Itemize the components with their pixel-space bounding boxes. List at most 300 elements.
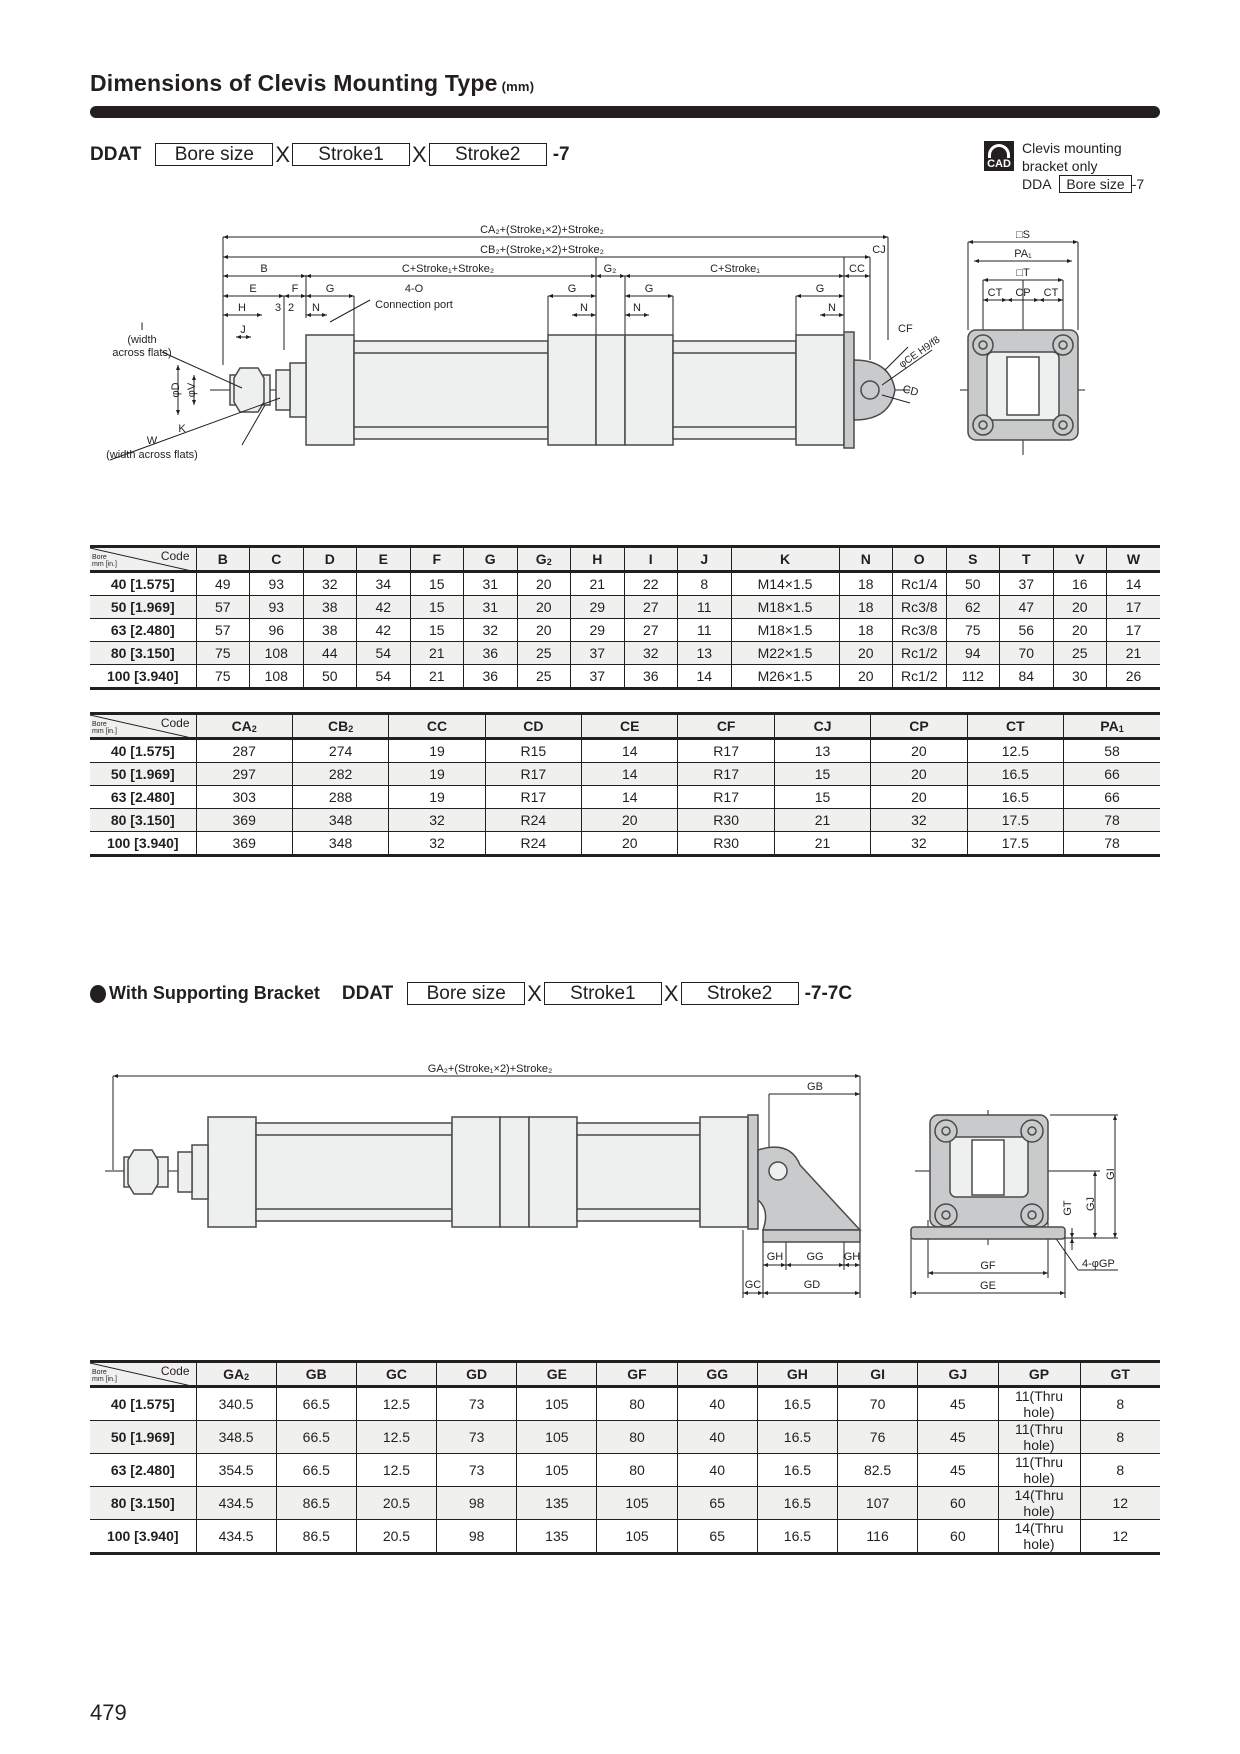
dimension-table-3 — [90, 1360, 1160, 1555]
table-cell: 116 — [838, 1520, 918, 1554]
table-cell: M14×1.5 — [731, 572, 839, 596]
col-header: B — [196, 547, 250, 572]
table-cell: Rc1/2 — [893, 665, 947, 689]
dim-gi: GI — [1105, 1168, 1117, 1180]
table-cell: 15 — [410, 619, 464, 642]
table-cell: 8 — [678, 572, 732, 596]
table-cell: 14 — [582, 739, 678, 763]
supporting-bracket-heading — [90, 982, 852, 1005]
table-cell: 108 — [250, 665, 304, 689]
col-header: GI — [838, 1362, 918, 1387]
table-cell: 32 — [871, 832, 967, 856]
bore-size-field: Bore size — [155, 143, 273, 166]
bore-size-cell: 50 [1.969] — [110, 1429, 175, 1445]
table-cell: 73 — [437, 1454, 517, 1487]
table-cell: 65 — [677, 1487, 757, 1520]
dim-gf: GF — [980, 1260, 996, 1272]
table-cell: 20 — [839, 642, 893, 665]
table-cell: 93 — [250, 572, 304, 596]
stroke1-field: Stroke1 — [544, 982, 662, 1005]
dim-i-note2: across flats) — [112, 347, 172, 359]
dim-phi-v: φV — [186, 382, 198, 398]
table-header-row — [90, 547, 1160, 572]
table-cell: 29 — [571, 619, 625, 642]
corner-code: Code — [160, 1364, 190, 1378]
table-cell: 93 — [250, 596, 304, 619]
table-cell: 66 — [1064, 763, 1160, 786]
table-cell: 12.5 — [967, 739, 1063, 763]
table-cell: 42 — [357, 596, 411, 619]
table-cell: 42 — [357, 619, 411, 642]
table-cell: 78 — [1064, 832, 1160, 856]
table-cell: 17 — [1107, 596, 1161, 619]
table-row — [90, 1520, 1160, 1554]
col-header: K — [731, 547, 839, 572]
dim-ca: CA₂+(Stroke₁×2)+Stroke₂ — [480, 224, 604, 236]
table-cell: 76 — [838, 1421, 918, 1454]
dim-w: W — [146, 435, 158, 447]
table-cell: M26×1.5 — [731, 665, 839, 689]
table-cell: 11 — [678, 619, 732, 642]
table-cell: 36 — [464, 642, 518, 665]
table-cell: 80 — [597, 1387, 677, 1421]
table-cell: 14 — [582, 786, 678, 809]
page-title-text: Dimensions of Clevis Mounting Type — [90, 70, 498, 96]
dim-square-s: □S — [1016, 229, 1030, 241]
cad-note — [1022, 139, 1144, 193]
table-cell: 16.5 — [757, 1421, 837, 1454]
bore-size-field: Bore size — [407, 982, 525, 1005]
dim-phi-ce: φCE H9/f8 — [897, 334, 943, 371]
table-row — [90, 739, 1160, 763]
connection-port-label: Connection port — [375, 299, 453, 311]
table-cell: R24 — [485, 809, 581, 832]
table-cell: 16.5 — [967, 786, 1063, 809]
dim-n: N — [828, 302, 836, 314]
bore-size-cell: 50 [1.969] — [110, 766, 175, 782]
table-cell: 80 — [597, 1421, 677, 1454]
table-row — [90, 1454, 1160, 1487]
col-header: CD — [485, 714, 581, 739]
cad-suffix: -7 — [1131, 176, 1145, 192]
table-cell: R15 — [485, 739, 581, 763]
table-cell: 37 — [571, 642, 625, 665]
table-cell: 21 — [410, 642, 464, 665]
table-cell: 45 — [918, 1421, 998, 1454]
cad-icon — [984, 141, 1014, 171]
table-cell: M18×1.5 — [731, 596, 839, 619]
table-cell: 66 — [1064, 786, 1160, 809]
table-cell: 105 — [597, 1487, 677, 1520]
times-sign: X — [527, 981, 542, 1006]
clevis-cylinder-drawing — [90, 220, 1170, 480]
dimension-table-1 — [90, 545, 1160, 690]
table-cell: 108 — [250, 642, 304, 665]
table-cell: 13 — [678, 642, 732, 665]
dim-e: E — [249, 283, 257, 295]
dim-g: G — [567, 283, 577, 295]
cad-bore-field: Bore size — [1059, 175, 1131, 193]
cad-note-model — [1022, 175, 1144, 193]
table-cell: 8 — [1080, 1454, 1160, 1487]
series-code: DDAT — [341, 982, 394, 1004]
table-row — [90, 665, 1160, 689]
table-cell: 20.5 — [356, 1520, 436, 1554]
table-cell: 16.5 — [757, 1520, 837, 1554]
table-cell: 60 — [918, 1520, 998, 1554]
table-row — [90, 809, 1160, 832]
corner-cell — [90, 1362, 196, 1387]
table-cell: Rc1/4 — [893, 572, 947, 596]
cad-note-line2: bracket only — [1022, 158, 1098, 174]
table-cell: 20 — [871, 739, 967, 763]
table-cell: 105 — [517, 1421, 597, 1454]
dim-gj: GJ — [1085, 1196, 1097, 1212]
table-cell: 288 — [292, 786, 388, 809]
table-cell: 58 — [1064, 739, 1160, 763]
table-cell: 19 — [389, 786, 485, 809]
table-cell: 40 — [677, 1421, 757, 1454]
table-cell: 21 — [774, 809, 870, 832]
table2-body — [90, 739, 1160, 856]
table-cell: 25 — [517, 665, 571, 689]
table-cell: 75 — [196, 665, 250, 689]
table-cell: 40 — [677, 1387, 757, 1421]
col-header: G — [464, 547, 518, 572]
dim-3: 3 — [274, 302, 282, 314]
table-cell: 17.5 — [967, 832, 1063, 856]
table-cell: 27 — [624, 619, 678, 642]
dim-pa1: PA₁ — [1014, 248, 1032, 260]
col-header: E — [357, 547, 411, 572]
table-cell: 11(Thru hole) — [998, 1454, 1080, 1487]
table-cell: 11(Thru hole) — [998, 1387, 1080, 1421]
table-cell: 98 — [437, 1520, 517, 1554]
table-cell: 19 — [389, 739, 485, 763]
col-header: $G_2$ — [517, 547, 571, 572]
table-cell: 32 — [624, 642, 678, 665]
table-cell: 65 — [677, 1520, 757, 1554]
bore-size-cell: 63 [2.480] — [110, 1462, 175, 1478]
table-cell: 348 — [292, 809, 388, 832]
table-cell: 84 — [1000, 665, 1054, 689]
table-cell: 17.5 — [967, 809, 1063, 832]
dim-ct: CT — [987, 287, 1003, 299]
col-header: N — [839, 547, 893, 572]
dimension-table-2 — [90, 712, 1160, 857]
dim-cf: CF — [898, 323, 913, 335]
table-cell: 73 — [437, 1387, 517, 1421]
table-cell: 12 — [1080, 1520, 1160, 1554]
table-cell: 348 — [292, 832, 388, 856]
table-cell: 12.5 — [356, 1421, 436, 1454]
table-cell: 45 — [918, 1387, 998, 1421]
table-cell: 86.5 — [276, 1487, 356, 1520]
dim-h: H — [238, 302, 246, 314]
table-cell: R24 — [485, 832, 581, 856]
table-cell: 32 — [871, 809, 967, 832]
table-cell: 40 — [677, 1454, 757, 1487]
corner-bore: Bore mm [in.] — [92, 721, 117, 735]
col-header: F — [410, 547, 464, 572]
table-cell: 14(Thru hole) — [998, 1487, 1080, 1520]
table-cell: 60 — [918, 1487, 998, 1520]
dim-g: G — [815, 283, 825, 295]
table-cell: 11(Thru hole) — [998, 1421, 1080, 1454]
times-sign: X — [663, 981, 679, 1006]
table-cell: 135 — [517, 1520, 597, 1554]
cad-series: DDA — [1022, 176, 1052, 192]
col-header: GT — [1080, 1362, 1160, 1387]
table-row — [90, 572, 1160, 596]
table-cell: 45 — [918, 1454, 998, 1487]
table-cell: 20 — [839, 665, 893, 689]
table-cell: 354.5 — [196, 1454, 276, 1487]
col-header: O — [893, 547, 947, 572]
dim-ct: CT — [1043, 287, 1059, 299]
table-cell: 105 — [517, 1387, 597, 1421]
bore-size-cell: 50 [1.969] — [110, 599, 175, 615]
table-cell: 11 — [678, 596, 732, 619]
table-row — [90, 1487, 1160, 1520]
table-cell: 297 — [196, 763, 292, 786]
corner-code: Code — [160, 549, 190, 563]
bore-size-cell: 100 [3.940] — [106, 1528, 179, 1544]
table-row — [90, 1387, 1160, 1421]
table-cell: 75 — [946, 619, 1000, 642]
stroke2-field: Stroke2 — [429, 143, 547, 166]
table-cell: 14 — [1107, 572, 1161, 596]
title-divider — [90, 106, 1160, 118]
dim-g: G — [644, 283, 654, 295]
table-cell: 20 — [1053, 619, 1107, 642]
table-cell: R17 — [485, 763, 581, 786]
table-cell: 29 — [571, 596, 625, 619]
title-unit: (mm) — [501, 79, 535, 94]
table-cell: 14(Thru hole) — [998, 1520, 1080, 1554]
dim-square-t: □T — [1016, 267, 1030, 279]
table-row — [90, 642, 1160, 665]
dim-gb: GB — [807, 1081, 823, 1093]
dim-n: N — [580, 302, 588, 314]
table-cell: R17 — [678, 739, 774, 763]
table-header-row — [90, 714, 1160, 739]
col-header: $PA_1$ — [1064, 714, 1160, 739]
table-cell: 12 — [1080, 1487, 1160, 1520]
bore-size-cell: 80 [3.150] — [110, 812, 175, 828]
col-header: I — [624, 547, 678, 572]
times-sign: X — [275, 142, 291, 167]
table-cell: 57 — [196, 619, 250, 642]
table-row — [90, 786, 1160, 809]
dim-g: G — [325, 283, 335, 295]
dim-cb: CB₂+(Stroke₁×2)+Stroke₂ — [480, 244, 604, 256]
table-row — [90, 619, 1160, 642]
col-header: GC — [356, 1362, 436, 1387]
table-cell: Rc3/8 — [893, 596, 947, 619]
table-cell: R17 — [678, 786, 774, 809]
table-cell: 47 — [1000, 596, 1054, 619]
col-header: W — [1107, 547, 1161, 572]
table-cell: 25 — [1053, 642, 1107, 665]
table-cell: 96 — [250, 619, 304, 642]
dim-2: 2 — [287, 302, 295, 314]
col-header: CE — [582, 714, 678, 739]
table-row — [90, 763, 1160, 786]
section-heading: With Supporting Bracket — [109, 983, 320, 1003]
dim-c-stroke1: C+Stroke₁ — [710, 263, 760, 275]
dim-cj: CJ — [872, 244, 886, 256]
table-cell: 66.5 — [276, 1421, 356, 1454]
dim-gh: GH — [766, 1251, 784, 1263]
table-cell: 36 — [464, 665, 518, 689]
table-cell: 31 — [464, 596, 518, 619]
table-cell: 21 — [1107, 642, 1161, 665]
col-header: S — [946, 547, 1000, 572]
col-header: GJ — [918, 1362, 998, 1387]
table-cell: 17 — [1107, 619, 1161, 642]
col-header: GB — [276, 1362, 356, 1387]
dim-ge: GE — [980, 1280, 996, 1292]
col-header: C — [250, 547, 304, 572]
table-cell: Rc3/8 — [893, 619, 947, 642]
table-cell: 94 — [946, 642, 1000, 665]
col-header: J — [678, 547, 732, 572]
dim-phi-d: φD — [170, 382, 182, 398]
table-row — [90, 832, 1160, 856]
dim-g2: G₂ — [603, 263, 617, 275]
dim-4-o: 4-O — [404, 283, 424, 295]
col-header: CJ — [774, 714, 870, 739]
dim-c-stroke12: C+Stroke₁+Stroke₂ — [401, 263, 495, 275]
table-cell: 12.5 — [356, 1454, 436, 1487]
table-cell: 75 — [196, 642, 250, 665]
table-cell: 32 — [389, 809, 485, 832]
table-cell: 434.5 — [196, 1520, 276, 1554]
table-cell: 12.5 — [356, 1387, 436, 1421]
table-cell: 16 — [1053, 572, 1107, 596]
stroke2-field: Stroke2 — [681, 982, 799, 1005]
table-cell: 15 — [774, 786, 870, 809]
page-title — [90, 70, 534, 97]
table-cell: 369 — [196, 832, 292, 856]
table-cell: 303 — [196, 786, 292, 809]
col-header: V — [1053, 547, 1107, 572]
series-code: DDAT — [90, 143, 142, 165]
col-header: CF — [678, 714, 774, 739]
table-cell: 274 — [292, 739, 388, 763]
table-cell: 16.5 — [757, 1454, 837, 1487]
table-cell: 20 — [1053, 596, 1107, 619]
table-cell: 70 — [838, 1387, 918, 1421]
table-row — [90, 1421, 1160, 1454]
table-cell: 49 — [196, 572, 250, 596]
stroke1-field: Stroke1 — [292, 143, 410, 166]
bore-size-cell: 100 [3.940] — [106, 668, 179, 684]
dim-ga: GA₂+(Stroke₁×2)+Stroke₂ — [427, 1063, 553, 1075]
bore-size-cell: 63 [2.480] — [110, 789, 175, 805]
times-sign: X — [412, 142, 427, 167]
table-cell: 25 — [517, 642, 571, 665]
table-cell: 32 — [303, 572, 357, 596]
table-cell: 56 — [1000, 619, 1054, 642]
table1-body — [90, 572, 1160, 689]
table-cell: 62 — [946, 596, 1000, 619]
page-number: 479 — [90, 1700, 127, 1725]
bore-size-cell: 63 [2.480] — [110, 622, 175, 638]
table-cell: 19 — [389, 763, 485, 786]
bore-size-cell: 80 [3.150] — [110, 645, 175, 661]
table-cell: 20 — [871, 763, 967, 786]
table-cell: 112 — [946, 665, 1000, 689]
col-header: GH — [757, 1362, 837, 1387]
table-cell: 434.5 — [196, 1487, 276, 1520]
table-cell: 37 — [1000, 572, 1054, 596]
table-cell: 21 — [571, 572, 625, 596]
bore-size-cell: 40 [1.575] — [110, 743, 175, 759]
bullet-icon — [90, 985, 106, 1003]
table-cell: M22×1.5 — [731, 642, 839, 665]
supporting-bracket-drawing — [100, 1060, 1160, 1320]
table-cell: R30 — [678, 832, 774, 856]
table-cell: 20 — [517, 572, 571, 596]
table-cell: 54 — [357, 665, 411, 689]
table-cell: 44 — [303, 642, 357, 665]
table-cell: 348.5 — [196, 1421, 276, 1454]
table-cell: 20 — [517, 619, 571, 642]
table-cell: Rc1/2 — [893, 642, 947, 665]
dim-gg: GG — [806, 1251, 824, 1263]
table-cell: 34 — [357, 572, 411, 596]
dim-gt: GT — [1062, 1200, 1074, 1216]
col-header: GE — [517, 1362, 597, 1387]
table-cell: 105 — [517, 1454, 597, 1487]
table-cell: 26 — [1107, 665, 1161, 689]
corner-cell — [90, 714, 196, 739]
col-header: H — [571, 547, 625, 572]
table-cell: 57 — [196, 596, 250, 619]
table-cell: 31 — [464, 572, 518, 596]
table-cell: 16.5 — [967, 763, 1063, 786]
table-cell: 340.5 — [196, 1387, 276, 1421]
table-cell: 73 — [437, 1421, 517, 1454]
table-cell: 54 — [357, 642, 411, 665]
table-cell: 20 — [871, 786, 967, 809]
table-cell: 82.5 — [838, 1454, 918, 1487]
table-header-row — [90, 1362, 1160, 1387]
table-cell: 18 — [839, 596, 893, 619]
table-cell: 66.5 — [276, 1454, 356, 1487]
table-cell: 27 — [624, 596, 678, 619]
dim-4-phi-gp: 4-φGP — [1082, 1258, 1115, 1270]
table-cell: 20 — [582, 832, 678, 856]
table-cell: 369 — [196, 809, 292, 832]
table-cell: 8 — [1080, 1387, 1160, 1421]
table-cell: 50 — [303, 665, 357, 689]
table-cell: M18×1.5 — [731, 619, 839, 642]
col-header: GG — [677, 1362, 757, 1387]
table-cell: 20 — [517, 596, 571, 619]
dim-i: I — [140, 321, 144, 333]
table-cell: 38 — [303, 596, 357, 619]
table-cell: 78 — [1064, 809, 1160, 832]
dim-j: J — [240, 324, 246, 336]
dim-i-note1: (width — [127, 334, 157, 346]
col-header: GP — [998, 1362, 1080, 1387]
model-suffix: -7-7C — [804, 982, 853, 1004]
dim-cd: CD — [901, 383, 920, 400]
table-cell: R17 — [678, 763, 774, 786]
